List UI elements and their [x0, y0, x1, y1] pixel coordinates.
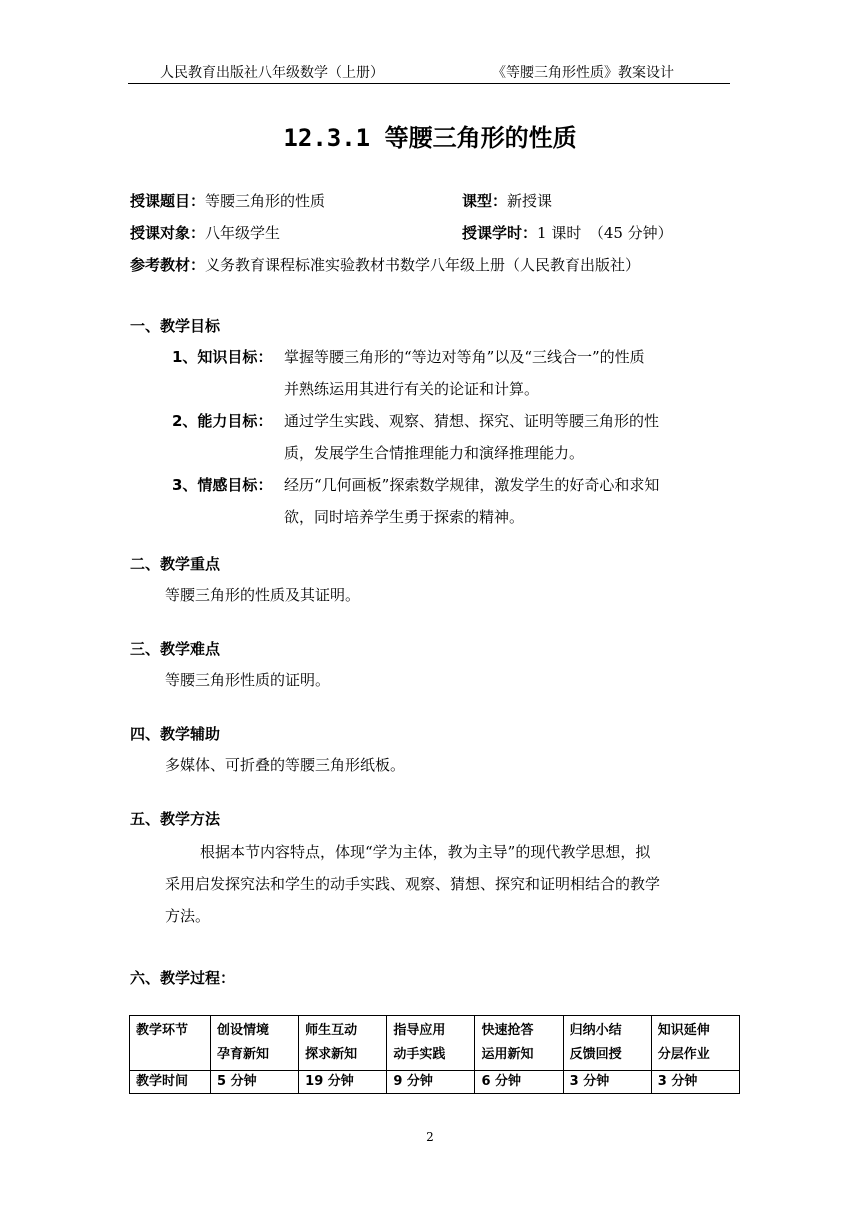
goal-1-label: 1、知识目标：: [172, 348, 273, 366]
section-heading-aids: 四、教学辅助: [130, 725, 221, 743]
goal-1-line-2: 并熟练运用其进行有关的论证和计算。: [284, 380, 540, 398]
goal-1-line-1: 掌握等腰三角形的“等边对等角”以及“三线合一”的性质: [284, 348, 645, 366]
section-heading-methods: 五、教学方法: [130, 810, 221, 828]
goal-2-line-2: 质，发展学生合情推理能力和演绎推理能力。: [284, 444, 585, 462]
key-points-text: 等腰三角形的性质及其证明。: [165, 586, 361, 604]
info-hours-label: 授课学时：: [462, 224, 538, 242]
table-cell: 5 分钟: [211, 1071, 299, 1094]
info-type-label: 课型：: [462, 192, 508, 210]
process-table: [129, 1015, 740, 1094]
table-cell: 19 分钟: [299, 1071, 387, 1094]
info-audience-value: 八年级学生: [205, 224, 281, 242]
section-heading-difficulties: 三、教学难点: [130, 640, 221, 658]
info-hours: [462, 222, 673, 243]
table-cell: 归纳小结 反馈回授: [563, 1016, 651, 1071]
table-row: [130, 1071, 740, 1094]
table-cell: 指导应用 动手实践: [387, 1016, 475, 1071]
header-left: 人民教育出版社八年级数学（上册）: [160, 65, 384, 81]
goal-2-label: 2、能力目标：: [172, 412, 273, 430]
table-cell: 6 分钟: [475, 1071, 563, 1094]
section-heading-goals: 一、教学目标: [130, 317, 221, 335]
section-heading-key-points: 二、教学重点: [130, 555, 221, 573]
table-cell: 快速抢答 运用新知: [475, 1016, 563, 1071]
section-heading-process: 六、教学过程：: [130, 969, 236, 987]
table-cell: 创设情境 孕育新知: [211, 1016, 299, 1071]
table-header-time: 教学时间: [130, 1071, 211, 1094]
info-ref-value: 义务教育课程标准实验教材书数学八年级上册（人民教育出版社）: [205, 256, 641, 274]
goal-3-label: 3、情感目标：: [172, 476, 273, 494]
info-hours-value: 1 课时 （45 分钟）: [537, 224, 673, 242]
header-rule: [128, 83, 730, 84]
methods-line-3: 方法。: [165, 907, 211, 925]
table-cell: 3 分钟: [651, 1071, 739, 1094]
difficulties-text: 等腰三角形性质的证明。: [165, 671, 331, 689]
page-number: 2: [426, 1130, 434, 1144]
goal-3-line-2: 欲，同时培养学生勇于探索的精神。: [284, 508, 525, 526]
table-cell: 9 分钟: [387, 1071, 475, 1094]
table-header-stage: 教学环节: [130, 1016, 211, 1071]
info-topic-value: 等腰三角形的性质: [205, 192, 326, 210]
methods-line-1: 根据本节内容特点，体现“学为主体，教为主导”的现代教学思想，拟: [200, 843, 651, 861]
info-reference: [130, 254, 640, 275]
table-cell: 知识延伸 分层作业: [651, 1016, 739, 1071]
info-topic: [130, 190, 325, 211]
table-row: [130, 1016, 740, 1071]
table-cell: 3 分钟: [563, 1071, 651, 1094]
table-cell: 师生互动 探求新知: [299, 1016, 387, 1071]
page-title: 12.3.1 等腰三角形的性质: [283, 124, 577, 152]
info-ref-label: 参考教材：: [130, 256, 206, 274]
info-type-value: 新授课: [507, 192, 553, 210]
info-audience-label: 授课对象：: [130, 224, 206, 242]
methods-line-2: 采用启发探究法和学生的动手实践、观察、猜想、探究和证明相结合的教学: [165, 875, 661, 893]
header-right: 《等腰三角形性质》教案设计: [492, 65, 674, 81]
info-audience: [130, 222, 280, 243]
aids-text: 多媒体、可折叠的等腰三角形纸板。: [165, 756, 406, 774]
info-type: [462, 190, 552, 211]
info-topic-label: 授课题目：: [130, 192, 206, 210]
goal-3-line-1: 经历“几何画板”探索数学规律，激发学生的好奇心和求知: [284, 476, 660, 494]
goal-2-line-1: 通过学生实践、观察、猜想、探究、证明等腰三角形的性: [284, 412, 660, 430]
